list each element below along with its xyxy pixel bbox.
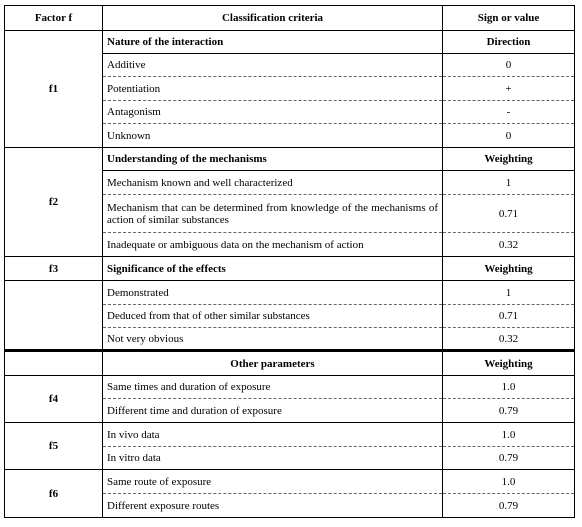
value-cell: 0.71 [443,195,575,233]
value-cell: 1.0 [443,376,575,399]
value-cell: - [443,101,575,124]
value-cell: 0.32 [443,233,575,257]
header-factor: Factor f [5,6,103,31]
criteria-cell: In vitro data [103,447,443,470]
criteria-cell: Demonstrated [103,281,443,305]
factor-blank [5,351,103,376]
table-row [5,376,575,399]
f3-heading-value: Weighting [443,257,575,281]
header-value: Sign or value [443,6,575,31]
table-row [5,423,575,447]
f1-heading-row [5,31,575,54]
value-cell: 0 [443,124,575,148]
criteria-cell: Same times and duration of exposure [103,376,443,399]
value-cell: 0.79 [443,494,575,518]
header-row [5,6,575,31]
factor-label-f2: f2 [5,148,103,257]
criteria-cell: Same route of exposure [103,470,443,494]
f1-heading: Nature of the interaction [103,31,443,54]
criteria-cell: In vivo data [103,423,443,447]
f1-heading-value: Direction [443,31,575,54]
criteria-cell: Not very obvious [103,328,443,351]
criteria-cell: Additive [103,54,443,77]
value-cell: 0.79 [443,447,575,470]
factor-label-f4: f4 [5,376,103,423]
criteria-cell: Potentiation [103,77,443,101]
value-cell: + [443,77,575,101]
factor-label-f1: f1 [5,31,103,148]
factor-label-f3: f3 [5,257,103,281]
value-cell: 0.32 [443,328,575,351]
table-row [5,281,575,305]
header-criteria: Classification criteria [103,6,443,31]
other-heading: Other parameters [103,351,443,376]
criteria-cell: Deduced from that of other similar substances [103,305,443,328]
value-cell: 1.0 [443,470,575,494]
f2-heading-row [5,148,575,171]
factor-label-f5: f5 [5,423,103,470]
factor-blank [5,281,103,351]
criteria-cell: Unknown [103,124,443,148]
value-cell: 0 [443,54,575,77]
f2-heading: Understanding of the mechanisms [103,148,443,171]
other-heading-row [5,351,575,376]
f2-heading-value: Weighting [443,148,575,171]
f3-heading-row [5,257,575,281]
criteria-cell: Inadequate or ambiguous data on the mechanism of action [103,233,443,257]
value-cell: 1 [443,281,575,305]
table-row [5,470,575,494]
criteria-cell: Different time and duration of exposure [103,399,443,423]
criteria-cell: Antagonism [103,101,443,124]
other-heading-value: Weighting [443,351,575,376]
value-cell: 1.0 [443,423,575,447]
f3-heading: Significance of the effects [103,257,443,281]
criteria-cell: Mechanism that can be determined from knowledge of the mechanisms of action of similar substances [103,195,443,233]
classification-table [4,5,575,518]
factor-label-f6: f6 [5,470,103,518]
value-cell: 0.79 [443,399,575,423]
value-cell: 0.71 [443,305,575,328]
value-cell: 1 [443,171,575,195]
criteria-cell: Mechanism known and well characterized [103,171,443,195]
criteria-cell: Different exposure routes [103,494,443,518]
